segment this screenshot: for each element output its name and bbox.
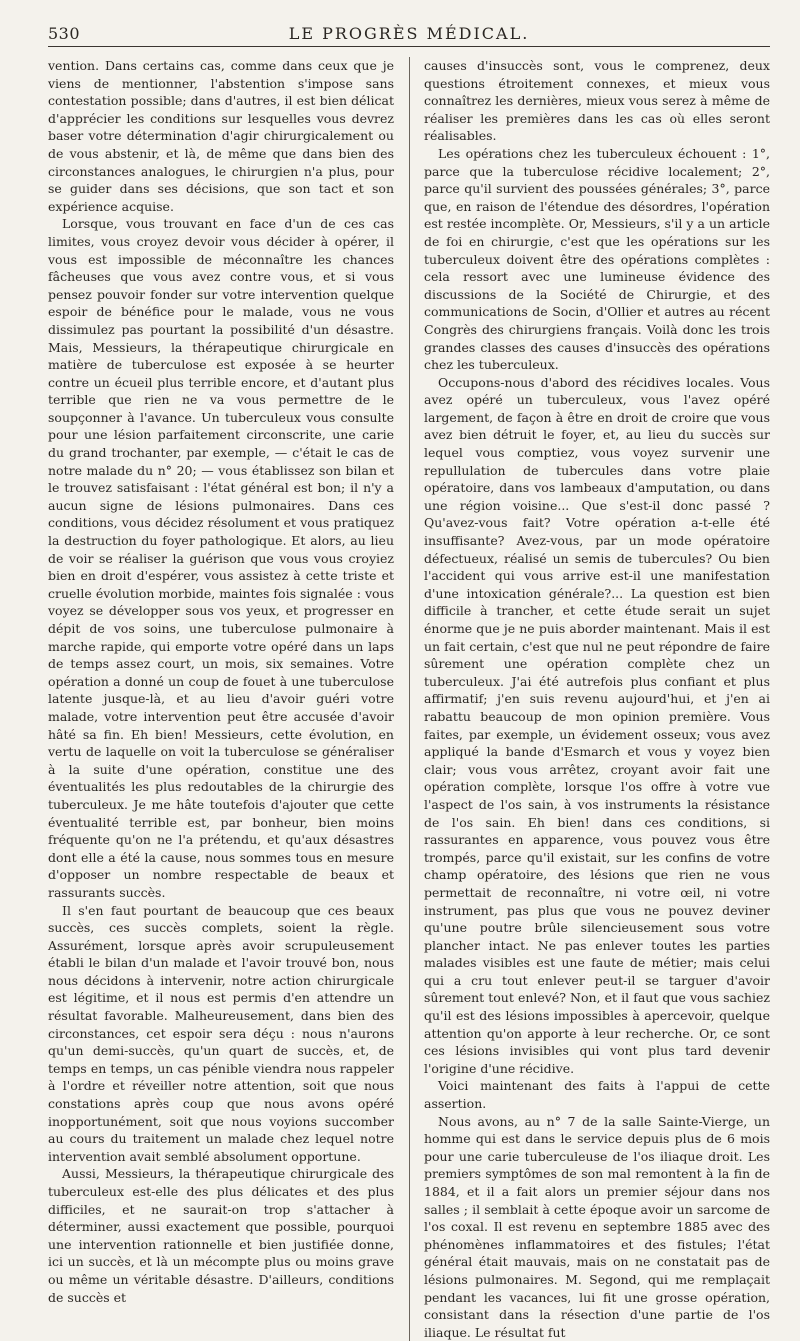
paragraph: Occupons-nous d'abord des récidives locales. Vous avez opéré un tuberculeux, vous l'avez opéré largement, de façon à être en droit de croire que vous avez bien détruit le foyer, et, au lieu du succès sur lequel vous comptiez, vous voyez survenir une repullulation de tubercules dans votre plaie opératoire, dans vos lambeaux d'amputation, ou dans une région voisine... Que s'est-il donc passé ? Qu'avez-vous fait? Votre opération a-t-elle été insuffisante? Avez-vous, par un mode opératoire défectueux, réalisé un semis de tubercules? Ou bien l'accident qui vous arrive est-il une manifestation d'une intoxication générale?... La question est bien difficile à trancher, et cette étude serait un sujet énorme que je ne puis aborder maintenant. Mais il est un fait certain, c'est que nul ne peut répondre de faire sûrement une opération complète chez un tuberculeux. J'ai été autrefois plus confiant et plus affirmatif; j'en suis revenu aujourd'hui, et j'en ai rabattu beaucoup de mon opinion première. Vous faites, par exemple, un évidement osseux; vous avez appliqué la bande d'Esmarch et vous y voyez bien clair; vous vous arrêtez, croyant avoir fait une opération complète, lorsque l'os offre à votre vue l'aspect de l'os sain, à vos instruments la résistance de l'os sain. Eh bien! dans ces conditions, si rassurantes en apparence, vous pouvez vous être trompés, parce qu'il existait, sur les confins de votre champ opératoire, des lésions que rien ne vous permettait de reconnaître, ni votre œil, ni votre instrument, pas plus que vous ne pouvez deviner qu'une poutre brûle silencieusement sous votre plancher intact. Ne pas enlever toutes les parties malades visibles est une faute de métier; mais celui qui a cru tout enlever peut-il se targuer d'avoir sûrement tout enlevé? Non, et il faut que vous sachiez qu'il est des lésions impossibles à apercevoir, quelque attention qu'on apporte à leur recherche. Or, ce sont ces lésions invisibles qui vont plus tard devenir l'origine d'une récidive. (424, 374, 770, 1076)
column-divider (409, 57, 410, 1341)
text-columns (48, 57, 770, 1341)
left-column (48, 57, 394, 1341)
paragraph: Nous avons, au n° 7 de la salle Sainte-Vierge, un homme qui est dans le service depuis plus de 6 mois pour une carie tuberculeuse de l'os iliaque droit. Les premiers symptômes de son mal remontent à la fin de 1884, et il a fait alors un premier séjour dans nos salles ; il semblait à cette époque avoir un sarcome de l'os coxal. Il est revenu en septembre 1885 avec des phénomènes inflammatoires et des fistules; l'état général était mauvais, mais on ne constatait pas de lésions pulmonaires. M. Segond, qui me remplaçait pendant les vacances, lui fit une grosse opération, consistant dans la résection d'une partie de l'os iliaque. Le résultat fut (424, 1113, 770, 1340)
page-number: 530 (48, 24, 81, 43)
paragraph: Lorsque, vous trouvant en face d'un de ces cas limites, vous croyez devoir vous décider à opérer, il vous est impossible de méconnaître les chances fâcheuses que vous avez contre vous, et si vous pensez pouvoir fonder sur votre intervention quelque espoir de bénéfice pour le malade, vous ne vous dissimulez pas pourtant la possibilité d'un désastre. Mais, Messieurs, la thérapeutique chirurgicale en matière de tuberculose est exposée à se heurter contre un écueil plus terrible encore, et d'autant plus terrible que rien ne va vous permettre de le soupçonner à l'avance. Un tuberculeux vous consulte pour une lésion parfaitement circonscrite, une carie du grand trochanter, par exemple, — c'était le cas de notre malade du n° 20; — vous établissez son bilan et le trouvez satisfaisant : l'état général est bon; il n'y a aucun signe de lésions pulmonaires. Dans ces conditions, vous décidez résolument et vous pratiquez la destruction du foyer pathologique. Et alors, au lieu de voir se réaliser la guérison que vous vous croyiez bien en droit d'espérer, vous assistez à cette triste et cruelle évolution morbide, maintes fois signalée : vous voyez se développer sous vos yeux, et progresser en dépit de vos soins, une tuberculose pulmonaire à marche rapide, qui emporte votre opéré dans un laps de temps assez court, un mois, six semaines. Votre opération a donné un coup de fouet à une tuberculose latente jusque-là, et au lieu d'avoir guéri votre malade, votre intervention peut être accusée d'avoir hâté sa fin. Eh bien! Messieurs, cette évolution, en vertu de laquelle on voit la tuberculose se généraliser à la suite d'une opération, constitue une des éventualités les plus redoutables de la chirurgie des tuberculeux. Je me hâte toutefois d'ajouter que cette éventualité terrible est, par bonheur, bien moins fréquente qu'on ne l'a prétendu, et qu'aux désastres dont elle a été la cause, nous sommes tous en mesure d'opposer un nombre respectable de beaux et rassurants succès. (48, 216, 394, 900)
page-header (48, 22, 770, 47)
journal-title: LE PROGRÈS MÉDICAL. (288, 24, 530, 43)
paragraph: Les opérations chez les tuberculeux échouent : 1°, parce que la tuberculose récidive localement; 2°, parce qu'il survient des poussées générales; 3°, parce que, en raison de l'étendue des désordres, l'opération est restée incomplète. Or, Messieurs, s'il y a un article de foi en chirurgie, c'est que les opérations sur les tuberculeux doivent être des opérations complètes : cela ressort avec une lumineuse évidence des discussions de la Société de Chirurgie, et des communications de Socin, d'Ollier et autres au récent Congrès des chirurgiens français. Voilà donc les trois grandes classes des causes d'insuccès des opérations chez les tuberculeux. (424, 145, 770, 373)
paragraph: causes d'insuccès sont, vous le comprenez, deux questions étroitement connexes, et mieux vous connaîtrez les dernières, mieux vous serez à même de réaliser les premières dans les cas où elles seront réalisables. (424, 58, 770, 144)
right-column (424, 57, 770, 1341)
paragraph: vention. Dans certains cas, comme dans ceux que je viens de mentionner, l'abstention s'impose sans contestation possible; dans d'autres, il est bien délicat d'apprécier les conditions sur lesquelles vous devrez baser votre détermination d'agir chirurgicalement ou de vous abstenir, et là, de même que dans bien des circonstances analogues, le chirurgien n'a plus, pour se guider dans ses décisions, que son tact et son expérience acquise. (48, 58, 394, 214)
paragraph: Aussi, Messieurs, la thérapeutique chirurgicale des tuberculeux est-elle des plus délicates et des plus difficiles, et ne saurait-on trop s'attacher à déterminer, aussi exactement que possible, pourquoi une intervention rationnelle et bien justifiée donne, ici un succès, et là un mécompte plus ou moins grave ou même un véritable désastre. D'ailleurs, conditions de succès et (48, 1166, 394, 1305)
paragraph: Voici maintenant des faits à l'appui de cette assertion. (424, 1078, 770, 1112)
paragraph: Il s'en faut pourtant de beaucoup que ces beaux succès, ces succès complets, soient la règle. Assurément, lorsque après avoir scrupuleusement établi le bilan d'un malade et l'avoir trouvé bon, nous nous décidons à intervenir, notre action chirurgicale est légitime, et il nous est permis d'en attendre un résultat favorable. Malheureusement, dans bien des circonstances, cet espoir sera déçu : nous n'aurons qu'un demi-succès, qu'un quart de succès, et, de temps en temps, un cas pénible viendra nous rappeler à l'ordre et réveiller notre attention, soit que nous constations après coup que nous avons opéré inopportunément, soit que nous voyions succomber au cours du traitement un malade chez lequel notre intervention avait semblé absolument opportune. (48, 902, 394, 1164)
